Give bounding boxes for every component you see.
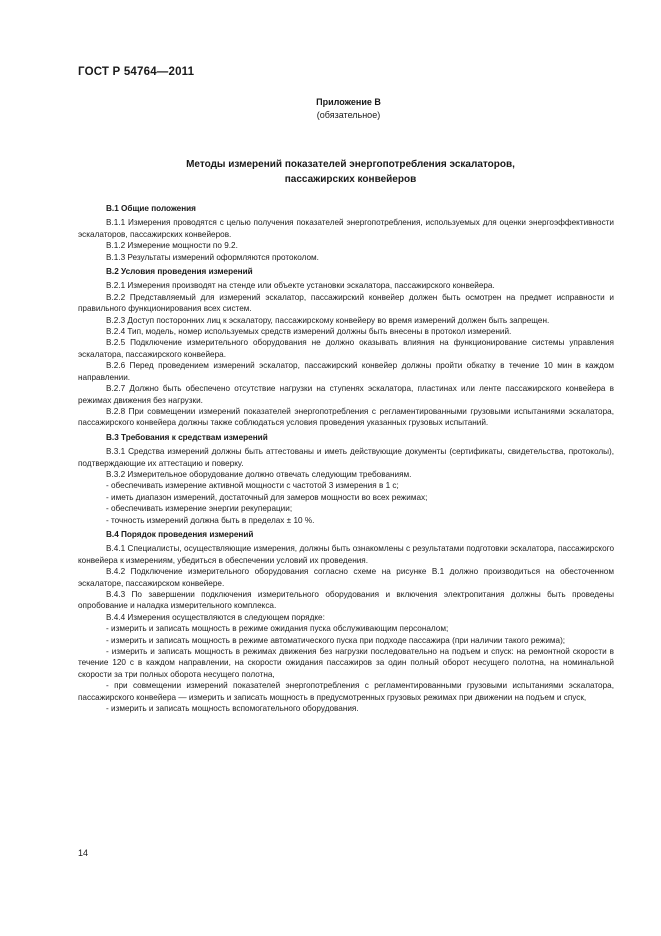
appendix-status: (обязательное) bbox=[316, 110, 381, 120]
document-body bbox=[78, 200, 614, 714]
paragraph: - измерить и записать мощность в режиме ожидания пуска обслуживающим персоналом; bbox=[106, 624, 449, 634]
paragraph: В.2.3 Доступ посторонних лиц к эскалатору, пассажирскому конвейеру во время измерений должен быть запрещен. bbox=[106, 315, 550, 325]
paragraph: В.2.7 Должно быть обеспечено отсутствие нагрузки на ступенях эскалатора, пластинах или ленте пассажирского конвейера в режимах движения без нагрузки. bbox=[78, 384, 614, 405]
paragraph: В.2.6 Перед проведением измерений эскалатор, пассажирский конвейер должны пройти обкатку в течение 10 мин в каждом направлении. bbox=[78, 361, 614, 382]
paragraph: В.2.1 Измерения производят на стенде или объекте установки эскалатора, пассажирского конвейера. bbox=[106, 281, 495, 291]
paragraph: - измерить и записать мощность в режимах движения без нагрузки последовательно на подъем и спуск: на ремонтной скорости в течение 120 с в каждом направлении, на скорости ожидания пассажиров за один полный оборот несущего полотна, на номинальной скорости за три полных оборота несущего полотна, bbox=[78, 647, 614, 679]
page-number: 14 bbox=[78, 848, 89, 858]
paragraph: В.3.2 Измерительное оборудование должно отвечать следующим требованиям. bbox=[106, 469, 412, 479]
standard-code: ГОСТ Р 54764—2011 bbox=[78, 66, 195, 78]
section-heading: В.1 Общие положения bbox=[106, 204, 196, 213]
paragraph: - измерить и записать мощность вспомогательного оборудования. bbox=[106, 704, 359, 714]
paragraph: - измерить и записать мощность в режиме автоматического пуска при подходе пассажира (при наличии такого режима); bbox=[106, 635, 566, 645]
paragraph: В.1.1 Измерения проводятся с целью получения показателей энергопотребления, используемых для оценки энергоэффективности эскалаторов, пассажирских конвейеров. bbox=[78, 218, 614, 239]
paragraph: - точность измерений должна быть в пределах ± 10 %. bbox=[106, 515, 315, 525]
section-title-line-2: пассажирских конвейеров bbox=[284, 174, 417, 185]
paragraph: В.4.1 Специалисты, осуществляющие измерения, должны быть ознакомлены с результатами подготовки эскалатора, пассажирского конвейера к измерениям, убедиться в обеспечении условий их проведения. bbox=[78, 544, 614, 565]
section-title-line-1: Методы измерений показателей энергопотребления эскалаторов, bbox=[186, 159, 515, 170]
paragraph: В.2.2 Представляемый для измерений эскалатор, пассажирский конвейер должен быть осмотрен на предмет исправности и правильного функционирования всех систем. bbox=[78, 292, 614, 314]
paragraph: В.3.1 Средства измерений должны быть аттестованы и иметь действующие документы (сертификаты, свидетельства, протоколы), подтверждающие их аттестацию и поверку. bbox=[78, 447, 614, 468]
paragraph: - обеспечивать измерение активной мощности с частотой 3 измерения в 1 с; bbox=[106, 481, 399, 491]
paragraph: В.2.5 Подключение измерительного оборудования не должно оказывать влияния на функционирование системы управления эскалатора, пассажирского конвейера. bbox=[78, 338, 614, 359]
paragraph: В.4.2 Подключение измерительного оборудования согласно схеме на рисунке В.1 должно производиться на обесточенном эскалаторе, пассажирском конвейере. bbox=[78, 567, 614, 588]
paragraph: В.2.8 При совмещении измерений показателей энергопотребления с регламентированными грузовыми испытаниями эскалатора, пассажирского конвейера должны также соблюдаться условия проведения указанных грузовых испытаний. bbox=[78, 406, 614, 428]
appendix-label: Приложение В bbox=[316, 97, 381, 107]
appendix-heading bbox=[0, 96, 661, 122]
paragraph: - обеспечивать измерение энергии рекуперации; bbox=[106, 504, 293, 514]
paragraph: В.2.4 Тип, модель, номер используемых средств измерений должны быть внесены в протокол измерений. bbox=[106, 327, 512, 337]
section-title bbox=[80, 157, 621, 187]
paragraph: В.4.3 По завершении подключения измерительного оборудования и включения электропитания должны быть проведены опробование и наладка измерительного комплекса. bbox=[78, 590, 614, 611]
section-heading: В.3 Требования к средствам измерений bbox=[106, 432, 268, 442]
paragraph: В.4.4 Измерения осуществляются в следующем порядке: bbox=[106, 612, 325, 622]
paragraph: - при совмещении измерений показателей энергопотребления с регламентированными грузовыми испытаниями эскалатора, пассажирского конвейера — измерить и записать мощность в предусмотренных грузовых режимах при движении на подъем и спуск, bbox=[78, 681, 614, 702]
paragraph: - иметь диапазон измерений, достаточный для замеров мощности во всех режимах; bbox=[106, 492, 428, 502]
section-heading: В.2 Условия проведения измерений bbox=[106, 267, 253, 277]
section-heading: В.4 Порядок проведения измерений bbox=[106, 529, 254, 539]
paragraph: В.1.2 Измерение мощности по 9.2. bbox=[106, 241, 238, 251]
paragraph: В.1.3 Результаты измерений оформляются протоколом. bbox=[106, 252, 319, 262]
